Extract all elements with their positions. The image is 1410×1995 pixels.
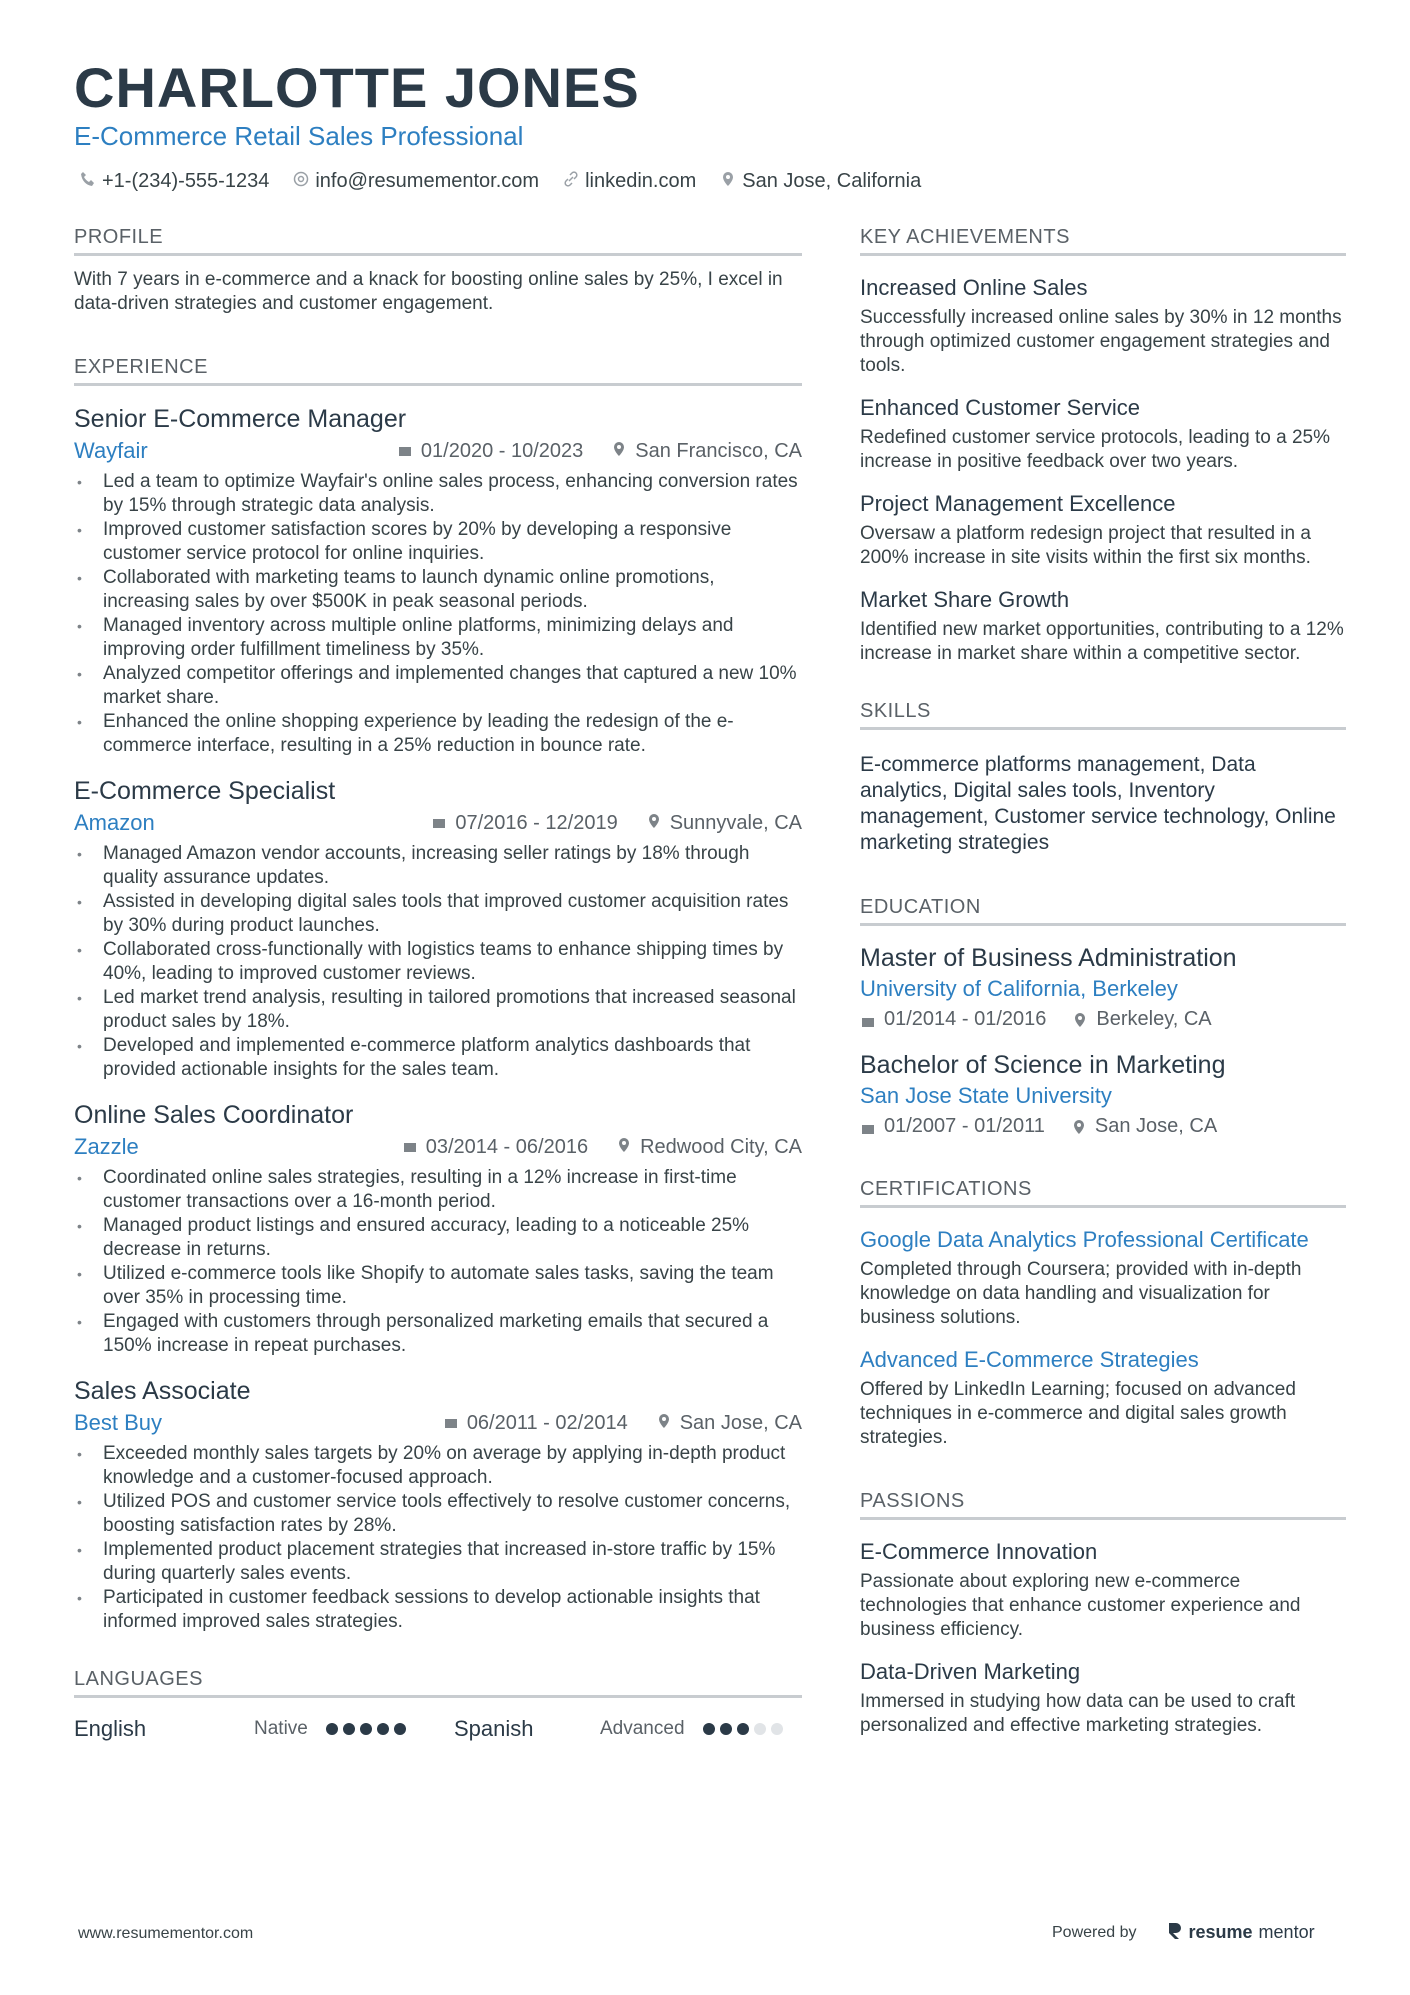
job-bullets — [74, 470, 802, 758]
education-section — [860, 896, 1346, 1138]
section-heading: PROFILE — [74, 226, 802, 256]
achievement-text: Successfully increased online sales by 30% in 12 months through optimized customer engagement strategies and tools. — [860, 307, 1342, 376]
section-heading: SKILLS — [860, 700, 1346, 730]
calendar-icon — [860, 1119, 876, 1135]
right-column — [860, 226, 1346, 1766]
passion-item — [860, 1538, 1346, 1642]
job-company: Best Buy — [74, 1410, 163, 1435]
language-spanish — [454, 1716, 802, 1742]
job-bullets — [74, 842, 802, 1082]
certification-title: Google Data Analytics Professional Certificate — [860, 1227, 1309, 1252]
rating-dot-filled — [326, 1723, 338, 1735]
section-heading: LANGUAGES — [74, 1668, 802, 1698]
contact-location: San Jose, California — [720, 170, 921, 193]
calendar-icon — [397, 440, 413, 463]
job-bullets — [74, 1166, 802, 1358]
calendar-icon — [860, 1012, 876, 1028]
rating-dot-filled — [377, 1723, 389, 1735]
candidate-name: CHARLOTTE JONES — [74, 56, 640, 119]
list-item: • Managed inventory across multiple online platforms, minimizing delays and improving order fulfillment timeliness by 35%. — [74, 614, 802, 662]
certification-title: Advanced E-Commerce Strategies — [860, 1347, 1199, 1372]
map-pin-icon — [656, 1412, 672, 1435]
list-item: • Collaborated cross-functionally with logistics teams to enhance shipping times by 40%, leading to improved customer reviews. — [74, 938, 802, 986]
list-item: • Implemented product placement strategies that increased in-store traffic by 15% during quarterly sales events. — [74, 1538, 802, 1586]
language-name: English — [74, 1716, 147, 1741]
skills-section — [860, 700, 1346, 856]
job-location: Redwood City, CA — [616, 1136, 802, 1159]
map-pin-icon — [720, 170, 736, 193]
job-dates: 01/2020 - 10/2023 — [397, 440, 583, 463]
job-company: Zazzle — [74, 1134, 139, 1159]
list-item: • Enhanced the online shopping experience by leading the redesign of the e-commerce interface, resulting in a 25% reduction in bounce rate. — [74, 710, 802, 758]
contact-email[interactable]: info@resumementor.com — [293, 170, 539, 193]
section-heading: CERTIFICATIONS — [860, 1178, 1346, 1208]
job-dates: 03/2014 - 06/2016 — [402, 1136, 588, 1159]
degree-title: Master of Business Administration — [860, 944, 1237, 972]
rating-dot-empty — [754, 1723, 766, 1735]
footer-website[interactable]: www.resumementor.com — [78, 1925, 254, 1942]
map-pin-icon — [646, 812, 662, 835]
job-location: Sunnyvale, CA — [646, 812, 802, 835]
job-location: San Jose, CA — [656, 1412, 802, 1435]
calendar-icon — [443, 1412, 459, 1435]
passion-text: Passionate about exploring new e-commerce technologies that enhance customer experience and business efficiency. — [860, 1571, 1301, 1640]
resumementor-logo-icon — [1167, 1921, 1183, 1944]
contact-bar — [80, 170, 921, 193]
job-company: Wayfair — [74, 438, 148, 463]
rating-dot-filled — [394, 1723, 406, 1735]
passion-title: Data-Driven Marketing — [860, 1659, 1081, 1684]
contact-linkedin[interactable]: linkedin.com — [563, 170, 696, 193]
job-meta — [74, 438, 802, 464]
job-entry — [74, 404, 802, 758]
job-meta — [74, 1410, 802, 1436]
school-name: University of California, Berkeley — [860, 976, 1178, 1001]
brand-name-bold: resume — [1188, 1922, 1253, 1942]
rating-dot-filled — [360, 1723, 372, 1735]
education-item — [860, 942, 1346, 1031]
rating-dot-filled — [703, 1723, 715, 1735]
list-item: • Engaged with customers through personalized marketing emails that secured a 150% increase in repeat purchases. — [74, 1310, 802, 1358]
map-pin-icon — [611, 440, 627, 463]
experience-section — [74, 356, 802, 1634]
phone-icon — [80, 170, 96, 193]
left-column — [74, 226, 802, 1770]
certification-item — [860, 1346, 1346, 1450]
certification-item — [860, 1226, 1346, 1330]
brand-logo[interactable] — [1167, 1921, 1315, 1944]
education-location: Berkeley, CA — [1072, 1008, 1211, 1031]
list-item: • Utilized POS and customer service tools effectively to resolve customer concerns, boosting satisfaction rates by 28%. — [74, 1490, 802, 1538]
list-item: • Improved customer satisfaction scores by 20% by developing a responsive customer service protocol for online inquiries. — [74, 518, 802, 566]
list-item: • Assisted in developing digital sales tools that improved customer acquisition rates by 30% during product launches. — [74, 890, 802, 938]
languages-row — [74, 1716, 802, 1742]
section-heading: PASSIONS — [860, 1490, 1346, 1520]
rating-dot-empty — [771, 1723, 783, 1735]
job-meta — [74, 1134, 802, 1160]
link-icon — [563, 170, 579, 193]
section-heading: EXPERIENCE — [74, 356, 802, 386]
job-entry — [74, 776, 802, 1082]
certification-text: Completed through Coursera; provided with in-depth knowledge on data handling and visualization for business solutions. — [860, 1259, 1302, 1328]
map-pin-icon — [1072, 1012, 1088, 1028]
candidate-title: E-Commerce Retail Sales Professional — [74, 121, 524, 151]
achievement-title: Project Management Excellence — [860, 491, 1176, 516]
education-location: San Jose, CA — [1071, 1115, 1217, 1138]
achievements-section — [860, 226, 1346, 666]
rating-dot-filled — [343, 1723, 355, 1735]
list-item: • Coordinated online sales strategies, resulting in a 12% increase in first-time customer transactions over a 16-month period. — [74, 1166, 802, 1214]
language-level: Native — [254, 1718, 308, 1739]
rating-dot-filled — [720, 1723, 732, 1735]
achievement-text: Identified new market opportunities, contributing to a 12% increase in market share within a competitive sector. — [860, 619, 1344, 664]
calendar-icon — [402, 1136, 418, 1159]
rating-dot-filled — [737, 1723, 749, 1735]
list-item: • Collaborated with marketing teams to launch dynamic online promotions, increasing sales by over $500K in peak seasonal periods. — [74, 566, 802, 614]
achievement-title: Enhanced Customer Service — [860, 395, 1141, 420]
profile-section — [74, 226, 802, 316]
certification-text: Offered by LinkedIn Learning; focused on advanced techniques in e-commerce and digital sales growth strategies. — [860, 1379, 1296, 1448]
passion-item — [860, 1658, 1346, 1738]
list-item: • Utilized e-commerce tools like Shopify to automate sales tasks, saving the team over 35% in processing time. — [74, 1262, 802, 1310]
education-dates: 01/2014 - 01/2016 — [860, 1008, 1046, 1031]
job-dates: 07/2016 - 12/2019 — [431, 812, 617, 835]
powered-by-label: Powered by — [1052, 1923, 1137, 1941]
achievement-item — [860, 586, 1346, 666]
footer-powered-by — [1052, 1921, 1315, 1944]
achievement-title: Market Share Growth — [860, 587, 1070, 612]
education-item — [860, 1049, 1346, 1138]
list-item: • Analyzed competitor offerings and implemented changes that captured a new 10% market share. — [74, 662, 802, 710]
map-pin-icon — [616, 1136, 632, 1159]
passions-section — [860, 1490, 1346, 1738]
education-meta — [860, 1008, 1346, 1031]
job-dates: 06/2011 - 02/2014 — [443, 1412, 628, 1435]
profile-text: With 7 years in e-commerce and a knack for boosting online sales by 25%, I excel in data-driven strategies and customer engagement. — [74, 269, 783, 314]
list-item: • Led a team to optimize Wayfair's online sales process, enhancing conversion rates by 15% through strategic data analysis. — [74, 470, 802, 518]
list-item: • Managed product listings and ensured accuracy, leading to a noticeable 25% decrease in returns. — [74, 1214, 802, 1262]
achievement-title: Increased Online Sales — [860, 275, 1088, 300]
passion-title: E-Commerce Innovation — [860, 1539, 1098, 1564]
passion-text: Immersed in studying how data can be used to craft personalized and effective marketing strategies. — [860, 1691, 1296, 1736]
list-item: • Exceeded monthly sales targets by 20% on average by applying in-depth product knowledge and a customer-focused approach. — [74, 1442, 802, 1490]
education-dates: 01/2007 - 01/2011 — [860, 1115, 1045, 1138]
job-company: Amazon — [74, 810, 155, 835]
job-title: Sales Associate — [74, 1377, 251, 1405]
brand-name-light: mentor — [1258, 1922, 1315, 1942]
job-bullets — [74, 1442, 802, 1634]
section-heading: EDUCATION — [860, 896, 1346, 926]
job-meta — [74, 810, 802, 836]
job-entry — [74, 1100, 802, 1358]
skills-text: E-commerce platforms management, Data analytics, Digital sales tools, Inventory management, Customer service technology, Online marketing strategies — [860, 753, 1336, 854]
section-heading: KEY ACHIEVEMENTS — [860, 226, 1346, 256]
achievement-text: Redefined customer service protocols, leading to a 25% increase in positive feedback over two years. — [860, 427, 1330, 472]
achievement-item — [860, 274, 1346, 378]
job-location: San Francisco, CA — [611, 440, 802, 463]
list-item: • Led market trend analysis, resulting in tailored promotions that increased seasonal product sales by 18%. — [74, 986, 802, 1034]
list-item: • Managed Amazon vendor accounts, increasing seller ratings by 18% through quality assurance updates. — [74, 842, 802, 890]
job-entry — [74, 1376, 802, 1634]
degree-title: Bachelor of Science in Marketing — [860, 1051, 1226, 1079]
languages-section — [74, 1668, 802, 1742]
language-name: Spanish — [454, 1716, 534, 1741]
calendar-icon — [431, 812, 447, 835]
certifications-section — [860, 1178, 1346, 1450]
job-title: E-Commerce Specialist — [74, 777, 336, 805]
job-title: Senior E-Commerce Manager — [74, 405, 407, 433]
education-meta — [860, 1115, 1346, 1138]
contact-phone: +1-(234)-555-1234 — [80, 170, 269, 193]
language-english — [74, 1716, 454, 1742]
list-item: • Participated in customer feedback sessions to develop actionable insights that informed improved sales strategies. — [74, 1586, 802, 1634]
at-icon — [293, 170, 309, 193]
map-pin-icon — [1071, 1119, 1087, 1135]
language-level: Advanced — [600, 1718, 685, 1739]
achievement-item — [860, 394, 1346, 474]
list-item: • Developed and implemented e-commerce platform analytics dashboards that provided actionable insights for the sales team. — [74, 1034, 802, 1082]
achievement-text: Oversaw a platform redesign project that resulted in a 200% increase in site visits within the first six months. — [860, 523, 1311, 568]
achievement-item — [860, 490, 1346, 570]
language-rating — [326, 1723, 406, 1735]
school-name: San Jose State University — [860, 1083, 1112, 1108]
language-rating — [703, 1723, 783, 1735]
job-title: Online Sales Coordinator — [74, 1101, 354, 1129]
